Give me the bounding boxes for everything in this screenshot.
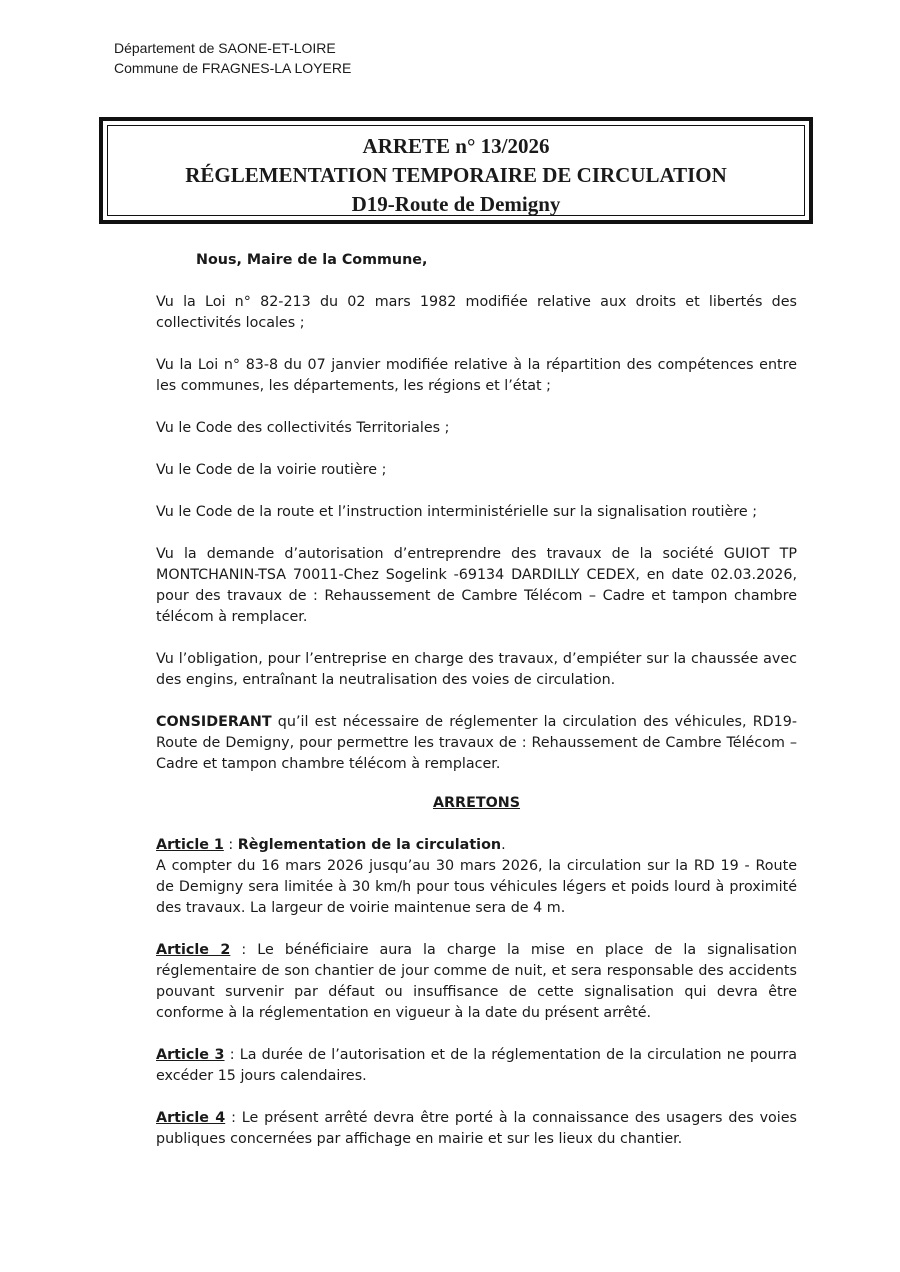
commune-line: Commune de FRAGNES-LA LOYERE <box>114 60 352 76</box>
visa-paragraph: Vu l’obligation, pour l’entreprise en charge des travaux, d’empiéter sur la chaussée avec des engins, entraînant la neutralisation des voies de circulation. <box>156 651 797 688</box>
departement-line: Département de SAONE-ET-LOIRE <box>114 40 336 56</box>
visa-paragraph: Vu la Loi n° 82-213 du 02 mars 1982 modifiée relative aux droits et libertés des collectivités locales ; <box>156 294 797 331</box>
arretons-heading: ARRETONS <box>432 795 521 811</box>
intro-line: Nous, Maire de la Commune, <box>196 252 428 268</box>
considerant-text: qu’il est nécessaire de réglementer la circulation des véhicules, RD19- Route de Demigny, pour permettre les travaux de : Rehaussement de Cambre Télécom – Cadre et tampon chambre télécom à remplacer. <box>156 714 797 772</box>
article-heading: Règlementation de la circulation <box>237 837 502 853</box>
article-text: La durée de l’autorisation et de la réglementation de la circulation ne pourra excéder 15 jours calendaires. <box>156 1047 798 1084</box>
title-box <box>99 117 813 224</box>
considerant-paragraph <box>156 712 797 775</box>
article-1 <box>156 835 797 919</box>
article-4 <box>156 1108 797 1150</box>
article-heading-end: . <box>501 837 506 853</box>
article-text: A compter du 16 mars 2026 jusqu’au 30 mars 2026, la circulation sur la RD 19 - Route de Demigny sera limitée à 30 km/h pour tous véhicules légers et poids lourd à proximité des travaux. La largeur de voirie maintenue sera de 4 m. <box>156 858 797 916</box>
arrete-road: D19-Route de Demigny <box>351 192 561 216</box>
article-separator: : <box>225 1110 242 1126</box>
considerant-label: CONSIDERANT <box>156 714 272 730</box>
article-separator: : <box>223 837 238 853</box>
article-2 <box>156 940 797 1024</box>
article-separator: : <box>230 942 258 958</box>
article-label: Article 4 <box>156 1110 226 1126</box>
arrete-number: ARRETE n° 13/2026 <box>362 134 550 158</box>
document-header <box>114 38 351 78</box>
article-text: Le présent arrêté devra être porté à la connaissance des usagers des voies publiques concernées par affichage en mairie et sur les lieux du chantier. <box>156 1110 797 1147</box>
article-text: Le bénéficiaire aura la charge la mise en place de la signalisation réglementaire de son chantier de jour comme de nuit, et sera responsable des accidents pouvant survenir par défaut ou insuffisance de cette signalisation qui devra être conforme à la réglementation en vigueur à la date du présent arrêté. <box>156 942 798 1021</box>
visa-paragraph: Vu le Code de la route et l’instruction interministérielle sur la signalisation routière ; <box>156 504 758 520</box>
visa-paragraph: Vu le Code des collectivités Territoriales ; <box>156 420 450 436</box>
article-separator: : <box>224 1047 240 1063</box>
article-label: Article 3 <box>156 1047 225 1063</box>
article-3 <box>156 1045 797 1087</box>
visa-paragraph: Vu la Loi n° 83-8 du 07 janvier modifiée relative à la répartition des compétences entre les communes, les départements, les régions et l’état ; <box>156 357 797 394</box>
title-inner-frame <box>107 125 805 216</box>
article-label: Article 2 <box>156 942 231 958</box>
arrete-subject: RÉGLEMENTATION TEMPORAIRE DE CIRCULATION <box>185 163 727 187</box>
document-body <box>156 250 797 1171</box>
article-label: Article 1 <box>156 837 224 853</box>
visa-paragraph: Vu le Code de la voirie routière ; <box>156 462 387 478</box>
visa-paragraph: Vu la demande d’autorisation d’entreprendre des travaux de la société GUIOT TP MONTCHANIN-TSA 70011-Chez Sogelink -69134 DARDILLY CEDEX, en date 02.03.2026, pour des travaux de : Rehaussement de Cambre Télécom – Cadre et tampon chambre télécom à remplacer. <box>156 546 797 625</box>
